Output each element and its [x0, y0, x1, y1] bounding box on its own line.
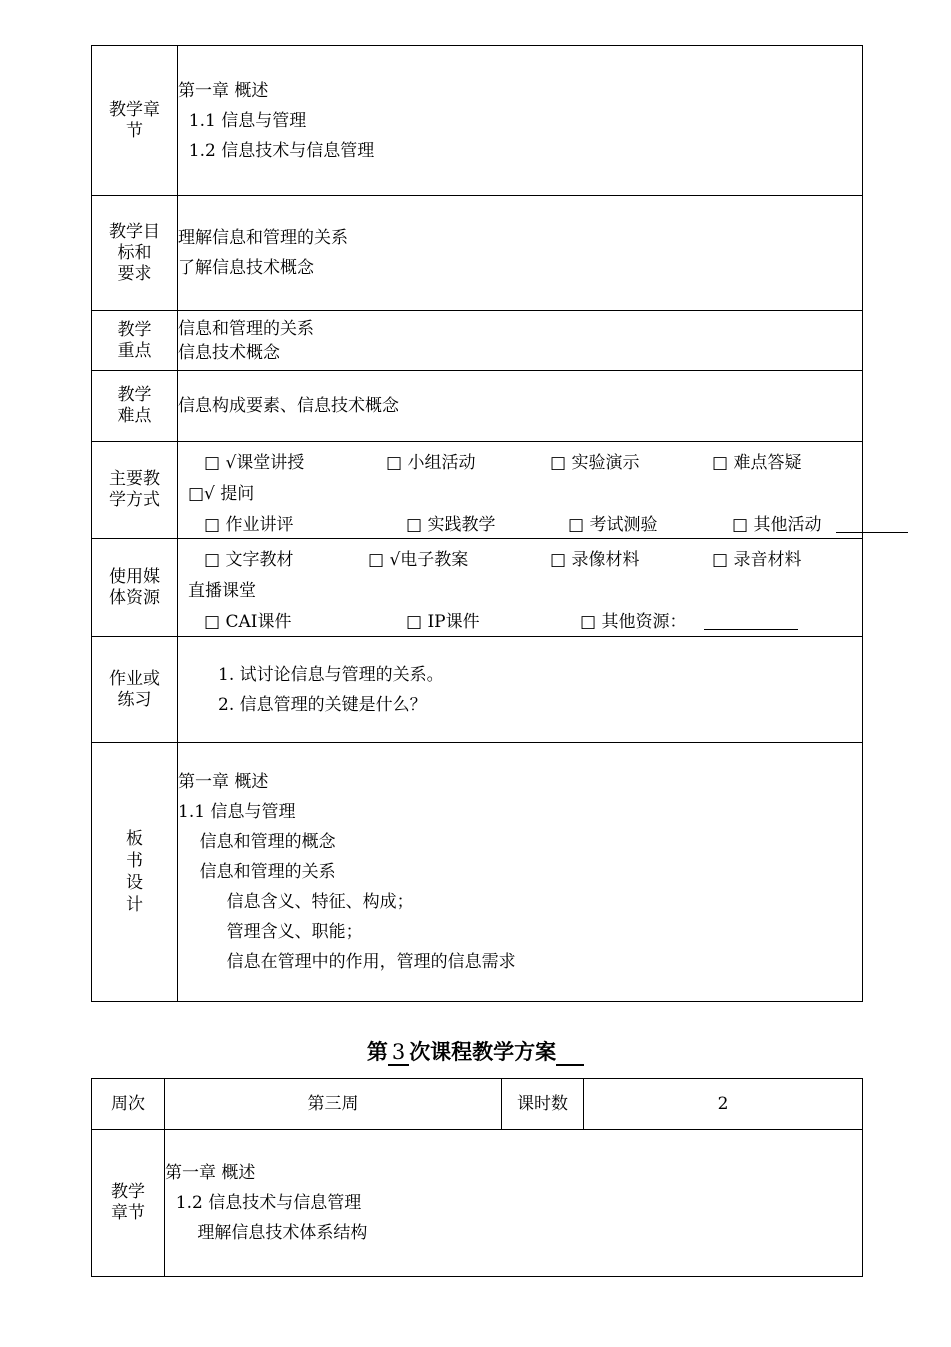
media-row: [92, 539, 863, 637]
key-points-label: 教学 重点: [92, 311, 178, 371]
media-content: [178, 539, 863, 637]
week-label: 周次: [92, 1079, 165, 1130]
objectives-content: 理解信息和管理的关系 了解信息技术概念: [178, 196, 863, 311]
media-label: 使用媒 体资源: [92, 539, 178, 637]
media-other-checkbox[interactable]: □ 其他资源：: [580, 612, 687, 632]
media-ip-checkbox[interactable]: □ IP课件: [406, 612, 480, 632]
method-qa-checkbox[interactable]: □ 难点答疑: [712, 453, 802, 473]
method-practice-checkbox[interactable]: □ 实践教学: [406, 515, 496, 535]
board-design-content: 第一章 概述 1.1 信息与管理 信息和管理的概念 信息和管理的关系 信息含义、特征、构成； 管理含义、职能； 信息在管理中的作用，管理的信息需求: [178, 743, 863, 1002]
method-other-checkbox[interactable]: □ 其他活动: [732, 515, 822, 535]
difficulties-row: [92, 371, 863, 442]
title-underline: [556, 1044, 584, 1066]
objectives-row: [92, 196, 863, 311]
plan-title: 第 3 次课程教学方案: [0, 1036, 951, 1066]
chapter-label: 教学章 节: [92, 46, 178, 196]
week-value: 第三周: [165, 1079, 502, 1130]
teaching-methods-label: 主要教 学方式: [92, 442, 178, 539]
objectives-label: 教学目 标和 要求: [92, 196, 178, 311]
chapter-content: [178, 46, 863, 196]
chapter-line: 1.2 信息技术与信息管理: [178, 140, 375, 161]
method-group-checkbox[interactable]: □ 小组活动: [386, 453, 476, 473]
media-cai-checkbox[interactable]: □ CAI课件: [204, 612, 292, 632]
method-question-checkbox[interactable]: □√ 提问: [188, 484, 255, 504]
plan-chapter-label: 教学 章节: [92, 1130, 165, 1277]
plan-chapter-content: 第一章 概述 1.2 信息技术与信息管理 理解信息技术体系结构: [165, 1130, 863, 1277]
plan-table: [91, 1078, 863, 1277]
homework-row: [92, 637, 863, 743]
homework-content: 1. 试讨论信息与管理的关系。 2. 信息管理的关键是什么？: [178, 637, 863, 743]
media-video-checkbox[interactable]: □ 录像材料: [550, 550, 640, 570]
media-live-label: 直播课堂: [188, 581, 256, 601]
board-design-row: [92, 743, 863, 1002]
method-lecture-checkbox[interactable]: □ √课堂讲授: [204, 453, 305, 473]
teaching-methods-row: [92, 442, 863, 539]
method-experiment-checkbox[interactable]: □ 实验演示: [550, 453, 640, 473]
hours-value: 2: [584, 1079, 863, 1130]
lesson-plan-table: [91, 45, 863, 1002]
method-homework-review-checkbox[interactable]: □ 作业讲评: [204, 515, 294, 535]
chapter-line: 1.1 信息与管理: [178, 110, 307, 131]
chapter-row: [92, 46, 863, 196]
board-design-label: 板 书 设 计: [92, 743, 178, 1002]
homework-label: 作业或 练习: [92, 637, 178, 743]
difficulties-label: 教学 难点: [92, 371, 178, 442]
difficulties-content: 信息构成要素、信息技术概念: [178, 371, 863, 442]
media-e-plan-checkbox[interactable]: □ √电子教案: [368, 550, 469, 570]
plan-header-row: [92, 1079, 863, 1130]
key-points-row: [92, 311, 863, 371]
key-points-content: 信息和管理的关系 信息技术概念: [178, 311, 863, 371]
media-text-checkbox[interactable]: □ 文字教材: [204, 550, 294, 570]
method-exam-checkbox[interactable]: □ 考试测验: [568, 515, 658, 535]
other-activity-blank[interactable]: [836, 514, 908, 533]
plan-chapter-row: [92, 1130, 863, 1277]
teaching-methods-content: [178, 442, 863, 539]
media-audio-checkbox[interactable]: □ 录音材料: [712, 550, 802, 570]
hours-label: 课时数: [502, 1079, 584, 1130]
media-other-blank[interactable]: [704, 611, 798, 630]
chapter-line: 第一章 概述: [178, 80, 269, 101]
plan-number: 3: [388, 1040, 409, 1066]
